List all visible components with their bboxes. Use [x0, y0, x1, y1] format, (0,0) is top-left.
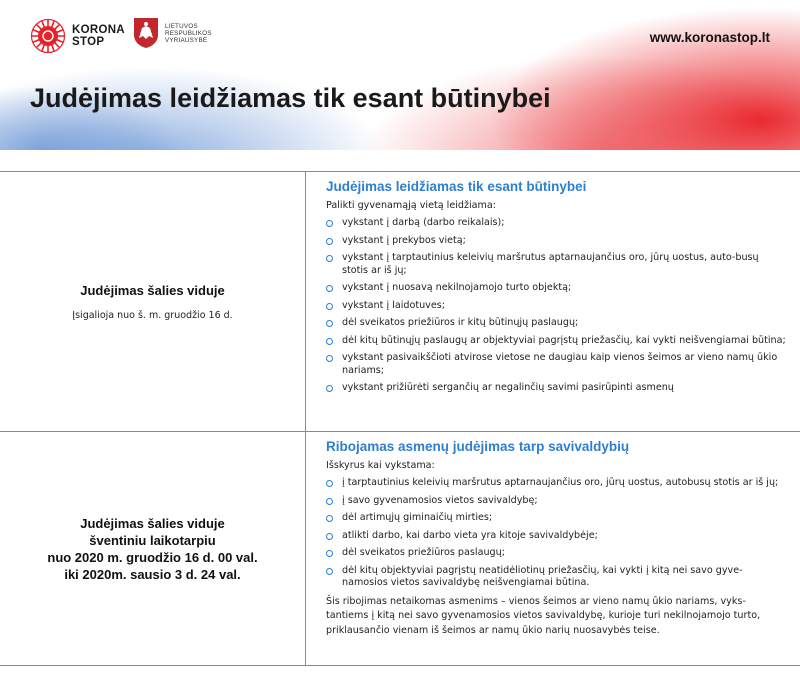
bullet-icon — [326, 303, 333, 310]
list-item — [326, 477, 786, 490]
page-title: Judėjimas leidžiamas tik esant būtinybei — [30, 83, 551, 113]
row-label-title — [47, 515, 257, 583]
table-row — [0, 432, 800, 666]
bullet-icon — [326, 568, 333, 575]
row-content-cell — [306, 432, 800, 665]
list-item — [326, 300, 786, 313]
table-row — [0, 172, 800, 432]
section-intro: Išskyrus kai vykstama: — [326, 460, 435, 471]
list-item-text: vykstant prižiūrėti sergančių ar negalinčių savimi pasirūpinti asmenų — [342, 382, 674, 393]
list-item-text: vykstant į prekybos vietą; — [342, 234, 466, 246]
list-item-text: vykstant į laidotuves; — [342, 299, 445, 311]
list-item-text: į tarptautinius keleivių maršrutus aptarnaujančius oro, jūrų uostus, autobusų stotis ar iš jų; — [342, 477, 779, 488]
list-item — [326, 282, 786, 295]
list-item — [326, 495, 786, 508]
row-label-line: nuo 2020 m. gruodžio 16 d. 00 val. — [47, 549, 258, 565]
list-item — [326, 547, 786, 560]
list-item — [326, 382, 786, 395]
section-heading: Ribojamas asmenų judėjimas tarp savivaldybių — [326, 439, 630, 454]
gov-text-line2: RESPUBLIKOS — [165, 29, 212, 37]
bullet-icon — [326, 515, 333, 522]
row-label-line: šventiniu laikotarpiu — [89, 532, 216, 548]
list-item-text: atlikti darbo, kai darbo vieta yra kitoje savivaldybėje; — [342, 529, 598, 541]
gov-text-line3: VYRIAUSYBĖ — [165, 36, 208, 44]
section-intro: Palikti gyvenamąją vietą leidžiama: — [326, 200, 497, 211]
row-label-line: Judėjimas šalies viduje — [80, 515, 225, 531]
row-label-subtitle: Įsigalioja nuo š. m. gruodžio 16 d. — [72, 309, 233, 321]
bullet-icon — [326, 355, 333, 362]
list-item-text: dėl artimųjų giminaičių mirties; — [342, 512, 493, 523]
gov-text-line1: LIETUVOS — [165, 22, 198, 30]
virus-icon — [30, 18, 66, 54]
row-label-cell — [0, 432, 306, 665]
bullet-icon — [326, 385, 333, 392]
coat-of-arms-icon — [133, 17, 159, 49]
list-item — [326, 252, 786, 277]
government-logo — [133, 17, 212, 49]
list-item-text: dėl kitų būtinųjų paslaugų ar objektyviai pagrįstų priežasčių, kai vykti neišvengiamai būtina; — [342, 334, 786, 346]
bullet-icon — [326, 533, 333, 540]
koronastop-logo — [30, 18, 125, 54]
bullet-icon — [326, 220, 333, 227]
logo-text-stop: STOP — [72, 36, 105, 48]
list-item — [326, 317, 786, 330]
list-item-text: vykstant į tarptautinius keleivių maršrutus aptarnaujančius oro, jūrų uostus, auto-busų stotis ar iš jų; — [342, 252, 759, 276]
website-link[interactable]: www.koronastop.lt — [649, 30, 770, 45]
list-item — [326, 565, 786, 590]
bullet-icon — [326, 255, 333, 262]
logo-text-korona: KORONA — [72, 24, 125, 36]
row-label-title: Judėjimas šalies viduje — [80, 282, 225, 298]
bullet-icon — [326, 480, 333, 487]
row-content-cell — [306, 172, 800, 431]
row-label-line: iki 2020m. sausio 3 d. 24 val. — [64, 566, 241, 582]
list-item-text: vykstant į nuosavą nekilnojamojo turto objektą; — [342, 282, 572, 293]
list-item-text: dėl sveikatos priežiūros ir kitų būtinųjų paslaugų; — [342, 317, 579, 328]
list-item — [326, 335, 786, 348]
list-item-text: vykstant į darbą (darbo reikalais); — [342, 217, 505, 228]
list-item — [326, 235, 786, 248]
bullet-icon — [326, 550, 333, 557]
bullet-icon — [326, 238, 333, 245]
exception-note: Šis ribojimas netaikomas asmenims – vienos šeimos ar vieno namų ūkio nariams, vyks-tantiems į kitą nei savo gyvenamosios vietos savivaldybę, kurioje turi nekilnojamojo turto, priklausančio vienam iš šeimos ar namų ūkio narių nuosavybės teise. — [326, 595, 761, 636]
bullet-icon — [326, 285, 333, 292]
section-heading: Judėjimas leidžiamas tik esant būtinybei — [326, 179, 587, 194]
info-table — [0, 171, 800, 666]
list-item — [326, 352, 786, 377]
bullet-icon — [326, 338, 333, 345]
list-item-text: dėl kitų objektyviai pagrįstų neatidėliotinų priežasčių, kai vykti į kitą nei savo gyve-namosios vietos savivaldybę neišvengiamai būtina. — [342, 564, 743, 588]
list-item — [326, 530, 786, 543]
list-item-text: vykstant pasivaikščioti atvirose vietose ne daugiau kaip vienos šeimos ar vieno namų ūkio nariams; — [342, 352, 778, 376]
list-item-text: dėl sveikatos priežiūros paslaugų; — [342, 547, 505, 558]
list-item — [326, 512, 786, 525]
list-item — [326, 217, 786, 230]
row-label-cell — [0, 172, 306, 431]
bullet-icon — [326, 320, 333, 327]
bullet-list — [326, 477, 786, 590]
header-banner — [0, 0, 800, 150]
bullet-icon — [326, 498, 333, 505]
list-item-text: į savo gyvenamosios vietos savivaldybę; — [342, 494, 538, 506]
bullet-list — [326, 217, 786, 395]
